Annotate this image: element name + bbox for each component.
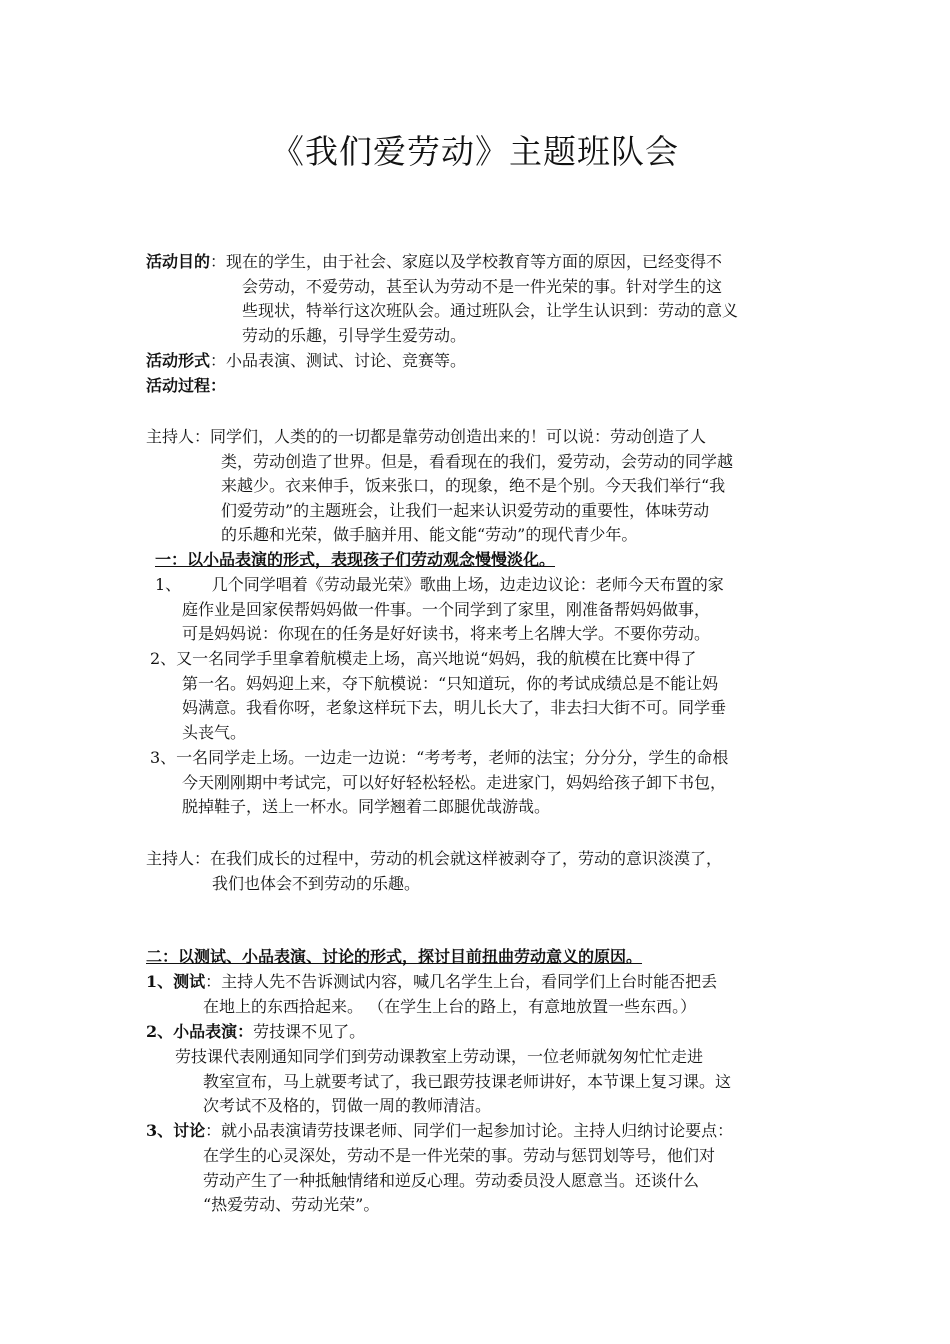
discuss-text-1: ：就小品表演请劳技课老师、同学们一起参加讨论。主持人归纳讨论要点： xyxy=(205,1121,734,1140)
skit-desc-line-2: 教室宣布，马上就要考试了，我已跟劳技课老师讲好，本节课上复习课。这 xyxy=(203,1072,732,1091)
test-line-1 xyxy=(146,970,717,995)
section1-heading: 一：以小品表演的形式，表现孩子们劳动观念慢慢淡化。 xyxy=(155,550,556,569)
host1-line-5: 的乐趣和光荣，做手脑并用、能文能“劳动”的现代青少年。 xyxy=(221,525,638,544)
section1-item2-line-1: 2、又一名同学手里拿着航模走上场，高兴地说“妈妈，我的航模在比赛中得了 xyxy=(150,649,697,668)
section1-item3-line-3: 脱掉鞋子，送上一杯水。同学翘着二郎腿优哉游哉。 xyxy=(182,797,551,816)
skit-desc-line-3: 次考试不及格的，罚做一周的教师清洁。 xyxy=(203,1096,492,1115)
skit-label: 2、小品表演： xyxy=(146,1022,254,1041)
section1-item1-line-3: 可是妈妈说：你现在的任务是好好读书，将来考上名牌大学。不要你劳动。 xyxy=(182,624,711,643)
skit-line xyxy=(146,1020,365,1045)
purpose-line-4: 劳动的乐趣，引导学生爱劳动。 xyxy=(242,326,467,345)
purpose-line-1 xyxy=(146,250,722,275)
section1-item3-line-1: 3、一名同学走上场。一边走一边说：“考考考，老师的法宝；分分分，学生的命根 xyxy=(150,748,729,767)
host1-line-3: 来越少。衣来伸手，饭来张口，的现象，绝不是个别。今天我们举行“我 xyxy=(221,476,726,495)
form-line xyxy=(146,349,466,374)
discuss-line-2: 在学生的心灵深处，劳动不是一件光荣的事。劳动与惩罚划等号，他们对 xyxy=(203,1146,716,1165)
host2-line-2: 我们也体会不到劳动的乐趣。 xyxy=(212,874,421,893)
host1-line-1: 主持人：同学们，人类的的一切都是靠劳动创造出来的！可以说：劳动创造了人 xyxy=(146,427,707,446)
section1-item2-line-4: 头丧气。 xyxy=(182,723,247,742)
section1-item2-line-3: 妈满意。我看你呀，老象这样玩下去，明儿长大了，非去扫大街不可。同学垂 xyxy=(182,698,727,717)
purpose-text-1: ：现在的学生，由于社会、家庭以及学校教育等方面的原因，已经变得不 xyxy=(210,252,723,271)
purpose-line-3: 些现状，特举行这次班队会。通过班队会，让学生认识到：劳动的意义 xyxy=(242,301,739,320)
purpose-line-2: 会劳动，不爱劳动，甚至认为劳动不是一件光荣的事。针对学生的这 xyxy=(242,277,723,296)
process-label: 活动过程： xyxy=(146,376,227,395)
test-line-2: 在地上的东西拾起来。 （在学生上台的路上，有意地放置一些东西。） xyxy=(203,997,697,1016)
test-label: 1、测试 xyxy=(146,972,206,991)
form-label: 活动形式 xyxy=(146,351,211,370)
section1-item1-line-1: 1、 几个同学唱着《劳动最光荣》歌曲上场，边走边议论：老师今天布置的家 xyxy=(155,575,724,594)
section1-item1-line-2: 庭作业是回家侯帮妈妈做一件事。一个同学到了家里，刚准备帮妈妈做事， xyxy=(182,600,711,619)
skit-desc-line-1: 劳技课代表刚通知同学们到劳动课教室上劳动课，一位老师就匆匆忙忙走进 xyxy=(175,1047,704,1066)
section1-item3-line-2: 今天刚刚期中考试完，可以好好轻松轻松。走进家门，妈妈给孩子卸下书包， xyxy=(182,773,727,792)
host1-line-4: 们爱劳动”的主题班会，让我们一起来认识爱劳动的重要性，体味劳动 xyxy=(221,501,710,520)
host2-line-1: 主持人：在我们成长的过程中，劳动的机会就这样被剥夺了，劳动的意识淡漠了， xyxy=(146,849,723,868)
page-title: 《我们爱劳动》主题班队会 xyxy=(271,132,679,171)
test-text-1: ：主持人先不告诉测试内容，喊几名学生上台，看同学们上台时能否把丢 xyxy=(205,972,718,991)
section2-heading: 二：以测试、小品表演、讨论的形式，探讨目前扭曲劳动意义的原因。 xyxy=(146,947,643,966)
host1-line-2: 类，劳动创造了世界。但是，看看现在的我们，爱劳动，会劳动的同学越 xyxy=(221,452,734,471)
section1-item2-line-2: 第一名。妈妈迎上来，夺下航模说：“只知道玩，你的考试成绩总是不能让妈 xyxy=(182,674,719,693)
purpose-label: 活动目的 xyxy=(146,252,211,271)
discuss-line-1 xyxy=(146,1119,733,1144)
discuss-line-3: 劳动产生了一种抵触情绪和逆反心理。劳动委员没人愿意当。还谈什么 xyxy=(203,1171,700,1190)
discuss-line-4: “热爱劳动、劳动光荣”。 xyxy=(203,1195,380,1214)
form-text: ：小品表演、测试、讨论、竞赛等。 xyxy=(210,351,467,370)
skit-text: 劳技课不见了。 xyxy=(253,1022,366,1041)
discuss-label: 3、讨论 xyxy=(146,1121,206,1140)
